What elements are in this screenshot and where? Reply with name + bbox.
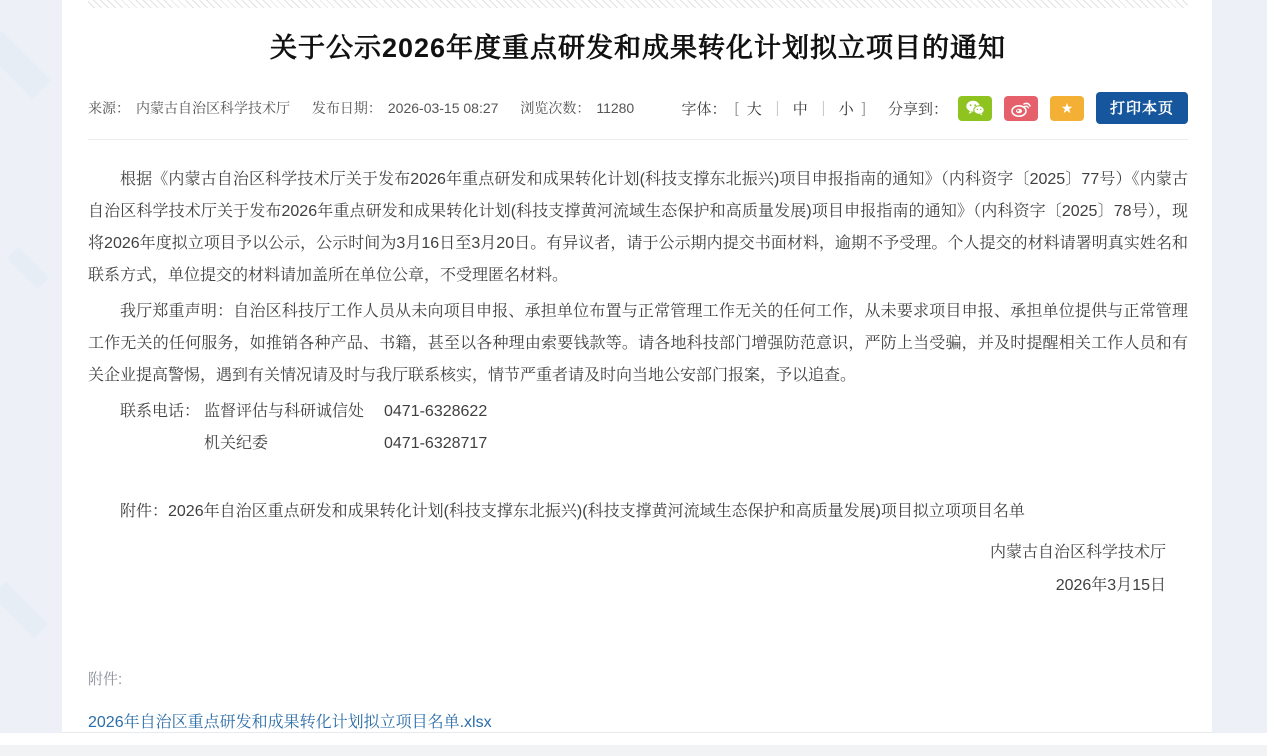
contact-line bbox=[88, 396, 1188, 428]
meta-row bbox=[88, 92, 1188, 124]
views-label: 浏览次数： bbox=[520, 100, 591, 116]
header-divider bbox=[88, 139, 1188, 140]
star-icon: ★ bbox=[1060, 100, 1074, 116]
attachment-inline-text: 附件：2026年自治区重点研发和成果转化计划(科技支撑东北振兴)(科技支撑黄河流域生态保护和高质量发展)项目拟立项项目名单 bbox=[120, 503, 1025, 520]
weibo-icon bbox=[1011, 100, 1031, 117]
contact-phone: 0471-6328717 bbox=[384, 435, 488, 452]
print-page-button[interactable]: 打印本页 bbox=[1096, 92, 1188, 124]
bracket-close: ] bbox=[861, 99, 866, 117]
attachments-label: 附件: bbox=[88, 671, 123, 688]
page-title: 关于公示2026年度重点研发和成果转化计划拟立项目的通知 bbox=[269, 33, 1007, 63]
contact-phone: 0471-6328622 bbox=[384, 403, 488, 420]
views-value: 11280 bbox=[596, 100, 635, 116]
article-body bbox=[88, 164, 1188, 602]
background-watermark bbox=[7, 247, 49, 289]
font-size-medium-button[interactable]: 中 bbox=[792, 100, 808, 118]
weibo-share-button[interactable] bbox=[1004, 96, 1038, 121]
separator: ｜ bbox=[815, 100, 831, 118]
toolbar bbox=[682, 92, 1188, 124]
background-watermark bbox=[0, 31, 51, 99]
article-card bbox=[62, 0, 1212, 733]
source-label: 来源： bbox=[88, 100, 130, 116]
source-value: 内蒙古自治区科学技术厅 bbox=[136, 100, 290, 116]
paragraph: 根据《内蒙古自治区科学技术厅关于发布2026年重点研发和成果转化计划(科技支撑东北振兴)项目申报指南的通知》（内科资字〔2025〕77号）《内蒙古自治区科学技术厅关于发布2026年重点研发和成果转化计划(科技支撑黄河流域生态保护和高质量发展)项目申报指南的通知》（内科资字〔2025〕78号），现将2026年度拟立项目予以公示，公示时间为3月16日至3月20日。有异议者，请于公示期内提交书面材料，逾期不予受理。个人提交的材料请署明真实姓名和联系方式，单位提交的材料请加盖所在单位公章，不受理匿名材料。 bbox=[88, 171, 1188, 284]
paragraph: 我厅郑重声明：自治区科技厅工作人员从未向项目申报、承担单位布置与正常管理工作无关的任何工作，从未要求项目申报、承担单位提供与正常管理工作无关的任何服务，如推销各种产品、书籍，甚至以各种理由索要钱款等。请各地科技部门增强防范意识，严防上当受骗，并及时提醒相关工作人员和有关企业提高警惕，遇到有关情况请及时与我厅联系核实，情节严重者请及时向当地公安部门报案，予以追查。 bbox=[88, 303, 1188, 384]
signature-date: 2026年3月15日 bbox=[1055, 577, 1166, 594]
signature-block bbox=[88, 536, 1188, 602]
contact-phone-label: 联系电话： bbox=[120, 403, 201, 420]
font-size-large-button[interactable]: 大 bbox=[746, 100, 762, 118]
contact-line bbox=[88, 428, 1188, 460]
contact-dept: 监督评估与科研诚信处 bbox=[204, 403, 365, 420]
wechat-share-button[interactable] bbox=[958, 96, 992, 121]
favorite-share-button[interactable] bbox=[1050, 96, 1084, 121]
bracket-open: [ bbox=[734, 99, 739, 117]
signature-organization: 内蒙古自治区科学技术厅 bbox=[989, 544, 1166, 561]
attachments-section bbox=[88, 668, 1188, 732]
share-to-label: 分享到： bbox=[887, 100, 948, 118]
font-size-label: 字体： bbox=[681, 100, 727, 118]
page-footer-band bbox=[0, 733, 1267, 756]
publish-date-value: 2026-03-15 08:27 bbox=[387, 100, 499, 116]
wechat-icon bbox=[965, 100, 985, 116]
publish-date-label: 发布日期： bbox=[311, 100, 382, 116]
contact-dept: 机关纪委 bbox=[204, 435, 269, 452]
attachment-file-link[interactable]: 2026年自治区重点研发和成果转化计划拟立项目名单.xlsx bbox=[88, 714, 492, 731]
font-size-small-button[interactable]: 小 bbox=[838, 100, 854, 118]
top-hatch-decoration bbox=[88, 0, 1188, 8]
background-watermark bbox=[0, 582, 48, 639]
article-meta bbox=[88, 98, 640, 118]
separator: ｜ bbox=[769, 100, 785, 118]
